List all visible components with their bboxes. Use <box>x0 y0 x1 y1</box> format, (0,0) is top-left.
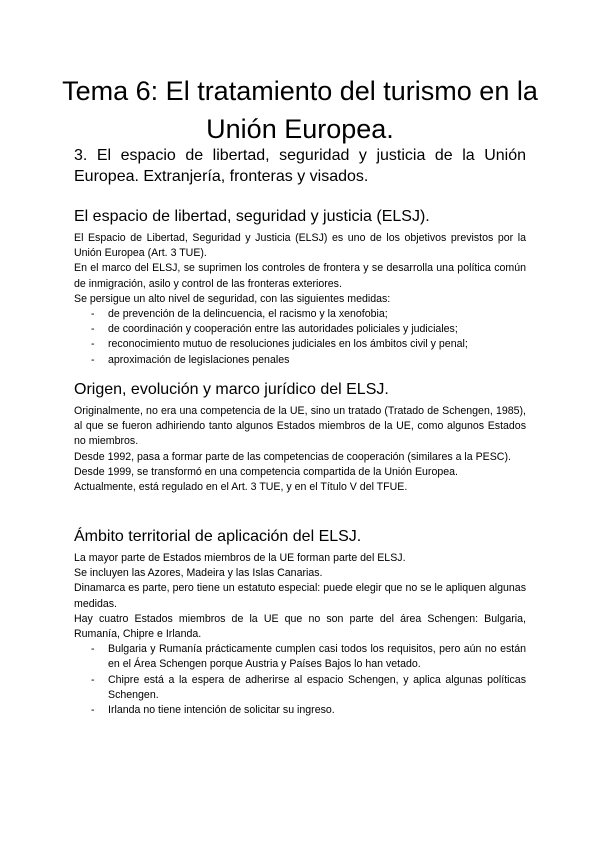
paragraph: Desde 1992, pasa a formar parte de las competencias de cooperación (similares a la PESC). <box>74 450 511 463</box>
paragraph: Se persigue un alto nivel de seguridad, con las siguientes medidas: <box>74 292 391 305</box>
section-body-ambito <box>74 551 526 718</box>
bullet-dash: - <box>91 308 95 321</box>
bullet-dash: - <box>91 323 95 336</box>
paragraph: La mayor parte de Estados miembros de la UE forman parte del ELSJ. <box>74 552 406 564</box>
bullet-dash: - <box>91 704 95 717</box>
bullet-dash: - <box>91 673 95 686</box>
list-item: - reconocimiento mutuo de resoluciones judiciales en los ámbitos civil y penal; <box>74 337 526 352</box>
list-item: - Irlanda no tiene intención de solicitar su ingreso. <box>74 703 526 718</box>
list-item: - Bulgaria y Rumanía prácticamente cumplen casi todos los requisitos, pero aún no están en el Área Schengen porque Austria y Países Bajos lo han vetado. <box>91 643 526 671</box>
paragraph: Dinamarca es parte, pero tiene un estatuto especial: puede elegir que no se le apliquen algunas medidas. <box>74 582 526 610</box>
paragraph: Originalmente, no era una competencia de la UE, sino un tratado (Tratado de Schengen, 1985), al que se fueron adhiriendo tanto algunos Estados miembros de la UE, como algunos Estados no miembros. <box>74 405 526 448</box>
bullet-dash: - <box>91 338 95 351</box>
paragraph: Hay cuatro Estados miembros de la UE que no son parte del área Schengen: Bulgaria, Rumanía, Chipre e Irlanda. <box>74 612 526 641</box>
section-body-elsj <box>74 231 526 368</box>
section-body-origen <box>74 404 526 495</box>
countries-list <box>74 642 526 718</box>
page-title: Tema 6: El tratamiento del turismo en la Unión Europea. <box>62 76 538 144</box>
list-item: - de coordinación y cooperación entre las autoridades policiales y judiciales; <box>74 322 526 337</box>
paragraph: En el marco del ELSJ, se suprimen los controles de frontera y se desarrolla una política común de inmigración, asilo y control de las fronteras exteriores. <box>74 262 526 290</box>
section-heading-elsj: El espacio de libertad, seguridad y justicia (ELSJ). <box>74 208 430 225</box>
bullet-dash: - <box>91 643 95 656</box>
list-item: - de prevención de la delincuencia, el racismo y la xenofobia; <box>74 307 526 322</box>
paragraph: El Espacio de Libertad, Seguridad y Justicia (ELSJ) es uno de los objetivos previstos por la Unión Europea (Art. 3 TUE). <box>74 232 526 260</box>
list-item: - Chipre está a la espera de adherirse al espacio Schengen, y aplica algunas políticas Schengen. <box>91 673 526 701</box>
section-heading-origen: Origen, evolución y marco jurídico del ELSJ. <box>74 381 389 398</box>
paragraph: Desde 1999, se transformó en una competencia compartida de la Unión Europea. <box>74 465 458 478</box>
section-heading-ambito: Ámbito territorial de aplicación del ELSJ. <box>74 528 362 545</box>
measures-list <box>74 307 526 368</box>
paragraph: Se incluyen las Azores, Madeira y las Islas Canarias. <box>74 567 323 580</box>
bullet-dash: - <box>91 353 95 366</box>
paragraph: Actualmente, está regulado en el Art. 3 TUE, y en el Título V del TFUE. <box>74 481 408 494</box>
page-subtitle: 3. El espacio de libertad, seguridad y justicia de la Unión Europea. Extranjería, fronteras y visados. <box>74 147 526 185</box>
list-item: - aproximación de legislaciones penales <box>74 353 526 368</box>
